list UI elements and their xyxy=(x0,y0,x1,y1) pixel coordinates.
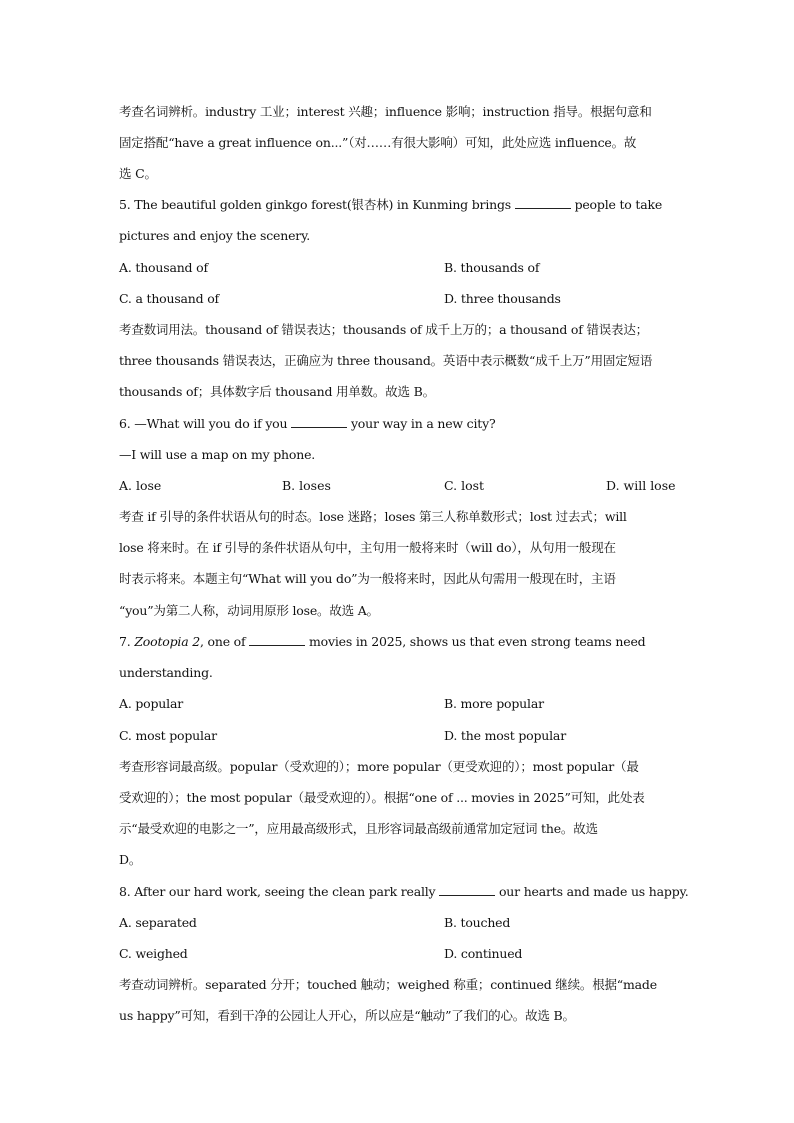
explanation-6-line-4: “you”为第二人称，动词用原形 lose。故选 A。 xyxy=(119,603,379,618)
question-8-stem xyxy=(119,884,689,900)
option-c: C. most popular xyxy=(119,728,217,743)
question-7-options-ab xyxy=(119,696,679,712)
option-a: A. thousand of xyxy=(119,260,208,275)
option-c: C. weighed xyxy=(119,946,188,961)
question-5-stem-cont: pictures and enjoy the scenery. xyxy=(119,228,311,243)
option-c: C. a thousand of xyxy=(119,291,219,306)
option-c: C. lost xyxy=(444,478,485,493)
question-6-text-a: 6. —What will you do if you xyxy=(119,416,288,431)
option-a: A. lose xyxy=(119,478,162,493)
option-b: B. thousands of xyxy=(444,260,540,275)
question-7-options-cd xyxy=(119,728,679,744)
explanation-7-line-1: 考查形容词最高级。popular（受欢迎的）；more popular（更受欢迎的）；most popular（最 xyxy=(119,759,639,774)
option-d: D. the most popular xyxy=(444,728,566,743)
question-6-response: —I will use a map on my phone. xyxy=(119,447,316,462)
option-a: A. separated xyxy=(119,915,197,930)
question-7-text-a: , one of xyxy=(199,634,246,649)
question-5-options-cd xyxy=(119,291,679,307)
answer-blank xyxy=(249,634,305,646)
explanation-5-line-3: thousands of；具体数字后 thousand 用单数。故选 B。 xyxy=(119,384,435,399)
question-6-text-b: your way in a new city? xyxy=(350,416,496,431)
question-8-options-cd xyxy=(119,946,679,962)
option-b: B. loses xyxy=(282,478,331,493)
option-a: A. popular xyxy=(119,696,183,711)
explanation-8-line-2: us happy”可知，看到干净的公园让人开心，所以应是“触动”了我们的心。故选 B。 xyxy=(119,1008,575,1023)
explanation-4-line-3: 选 C。 xyxy=(119,166,157,181)
question-5-text-a: 5. The beautiful golden ginkgo forest(银杏林) in Kunming brings xyxy=(119,197,511,212)
question-6-stem xyxy=(119,416,679,432)
explanation-7-line-3: 示“最受欢迎的电影之一”，应用最高级形式，且形容词最高级前通常加定冠词 the。故选 xyxy=(119,821,598,836)
question-8-options-ab xyxy=(119,915,679,931)
option-d: D. continued xyxy=(444,946,523,961)
question-7-stem-cont: understanding. xyxy=(119,665,213,680)
question-7-text-b: movies in 2025, shows us that even strong teams need xyxy=(309,634,646,649)
explanation-6-line-3: 时表示将来。本题主句“What will you do”为一般将来时，因此从句需用一般现在时，主语 xyxy=(119,571,616,586)
explanation-6-line-1: 考查 if 引导的条件状语从句的时态。lose 迷路；loses 第三人称单数形式；lost 过去式；will xyxy=(119,509,627,524)
explanation-6-line-2: lose 将来时。在 if 引导的条件状语从句中，主句用一般将来时（will do），从句用一般现在 xyxy=(119,540,616,555)
answer-blank xyxy=(439,884,495,896)
question-8-text-a: 8. After our hard work, seeing the clean park really xyxy=(119,884,436,899)
question-5-text-b: people to take xyxy=(574,197,663,212)
answer-blank xyxy=(291,416,347,428)
movie-title: Zootopia 2 xyxy=(134,634,200,649)
option-b: B. more popular xyxy=(444,696,544,711)
explanation-8-line-1: 考查动词辨析。separated 分开；touched 触动；weighed 称重；continued 继续。根据“made xyxy=(119,977,657,992)
question-7-stem xyxy=(119,634,679,650)
option-d: D. will lose xyxy=(606,478,676,493)
option-b: B. touched xyxy=(444,915,511,930)
explanation-7-line-2: 受欢迎的）；the most popular（最受欢迎的）。根据“one of ... movies in 2025”可知，此处表 xyxy=(119,790,645,805)
explanation-5-line-2: three thousands 错误表达，正确应为 three thousand。英语中表示概数“成千上万”用固定短语 xyxy=(119,353,653,368)
question-8-text-b: our hearts and made us happy. xyxy=(498,884,689,899)
explanation-7-line-4: D。 xyxy=(119,852,142,867)
question-7-number: 7. xyxy=(119,634,131,649)
question-5-stem xyxy=(119,197,679,213)
answer-blank xyxy=(515,197,571,209)
question-5-options-ab xyxy=(119,260,679,276)
explanation-4-line-2: 固定搭配“have a great influence on...”（对……有很大影响）可知，此处应选 influence。故 xyxy=(119,135,637,150)
option-d: D. three thousands xyxy=(444,291,561,306)
explanation-5-line-1: 考查数词用法。thousand of 错误表达；thousands of 成千上万的；a thousand of 错误表达； xyxy=(119,322,648,337)
explanation-4-line-1: 考查名词辨析。industry 工业；interest 兴趣；influence 影响；instruction 指导。根据句意和 xyxy=(119,104,652,119)
